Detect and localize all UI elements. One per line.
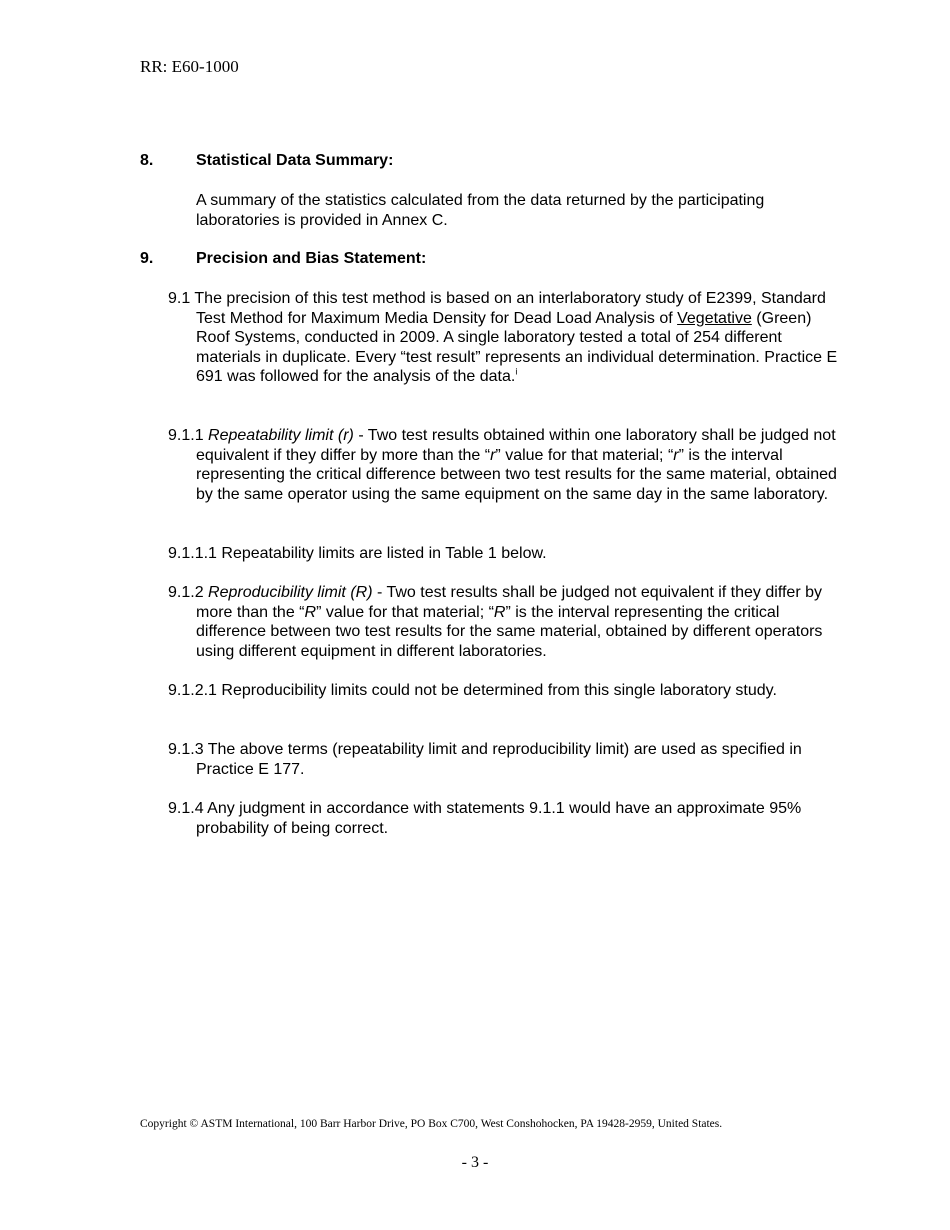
section-8-title: Statistical Data Summary: [196, 152, 394, 169]
symbol-r-2: r [673, 446, 679, 464]
page-number: - 3 - [461, 1154, 489, 1171]
vegetative-underlined: Vegetative [677, 309, 752, 327]
paragraph-9-1-1-number: 9.1.1 [168, 427, 204, 444]
paragraph-9-1-2-text-b: ” value for that material; “ [316, 603, 494, 621]
paragraph-9-1-1-1-number: 9.1.1.1 [168, 545, 217, 562]
paragraph-9-1-3-number: 9.1.3 [168, 741, 204, 758]
paragraph-9-1-3 [168, 740, 846, 779]
copyright-footer: Copyright © ASTM International, 100 Barr Harbor Drive, PO Box C700, West Conshohocken, PA 19428-2959, United States. [140, 1118, 723, 1130]
paragraph-9-1-4 [168, 799, 846, 838]
section-8-body: A summary of the statistics calculated from the data returned by the participating laboratories is provided in Annex C. [196, 192, 765, 229]
paragraph-9-1-1-text-a: - Two test results obtained within one laboratory shall be judged not equivalent if they differ by more than the “ [196, 427, 836, 464]
section-9-number: 9. [140, 250, 154, 267]
section-8-heading [140, 151, 393, 171]
paragraph-9-1-1-1 [168, 544, 846, 564]
section-8-number: 8. [140, 152, 154, 169]
paragraph-9-1-1-text-c: ” is the interval representing the critical difference between two test results for the same material, obtained by the same operator using the same equipment on the same day in the same laboratory. [196, 446, 837, 503]
section-9-title: Precision and Bias Statement: [196, 250, 427, 267]
paragraph-9-1-1-text-b: ” value for that material; “ [495, 446, 674, 464]
paragraph-9-1 [168, 289, 846, 387]
symbol-R: R [304, 603, 317, 621]
paragraph-9-1-2-1-text: Reproducibility limits could not be determined from this single laboratory study. [221, 682, 777, 699]
paragraph-9-1-4-number: 9.1.4 [168, 800, 204, 817]
paragraph-9-1-2 [168, 583, 846, 661]
paragraph-9-1-text-b: (Green) Roof Systems, conducted in 2009. A single laboratory tested a total of 254 different materials in duplicate. Every “test result” represents an individual determination. Practice E 691 was followed for the analysis of the data. [196, 309, 838, 386]
repeatability-term: Repeatability limit (r) [208, 427, 354, 444]
paragraph-9-1-number: 9.1 [168, 290, 191, 307]
paragraph-9-1-1 [168, 426, 846, 504]
paragraph-9-1-2-number: 9.1.2 [168, 584, 204, 601]
paragraph-9-1-2-1 [168, 681, 846, 701]
paragraph-9-1-2-1-number: 9.1.2.1 [168, 682, 217, 699]
symbol-R-2: R [493, 603, 506, 621]
report-id-header: RR: E60-1000 [140, 57, 239, 76]
section-9-heading [140, 249, 426, 269]
paragraph-9-1-text-a: The precision of this test method is based on an interlaboratory study of E2399, Standard Test Method for Maximum Media Density for Dead Load Analysis of [194, 290, 826, 327]
symbol-r: r [490, 446, 496, 464]
paragraph-9-1-4-text: Any judgment in accordance with statements 9.1.1 would have an approximate 95% probability of being correct. [196, 800, 802, 837]
paragraph-9-1-3-text: The above terms (repeatability limit and reproducibility limit) are used as specified in Practice E 177. [196, 741, 802, 778]
reproducibility-term: Reproducibility limit (R) [208, 584, 373, 601]
footnote-marker: i [515, 367, 518, 378]
paragraph-9-1-1-1-text: Repeatability limits are listed in Table 1 below. [221, 545, 547, 562]
paragraph-9-1-2-text-a: - Two test results shall be judged not equivalent if they differ by more than the “ [196, 584, 822, 621]
paragraph-9-1-2-text-c: ” is the interval representing the critical difference between two test results for the same material, obtained by different operators using different equipment in different laboratories. [196, 603, 823, 660]
